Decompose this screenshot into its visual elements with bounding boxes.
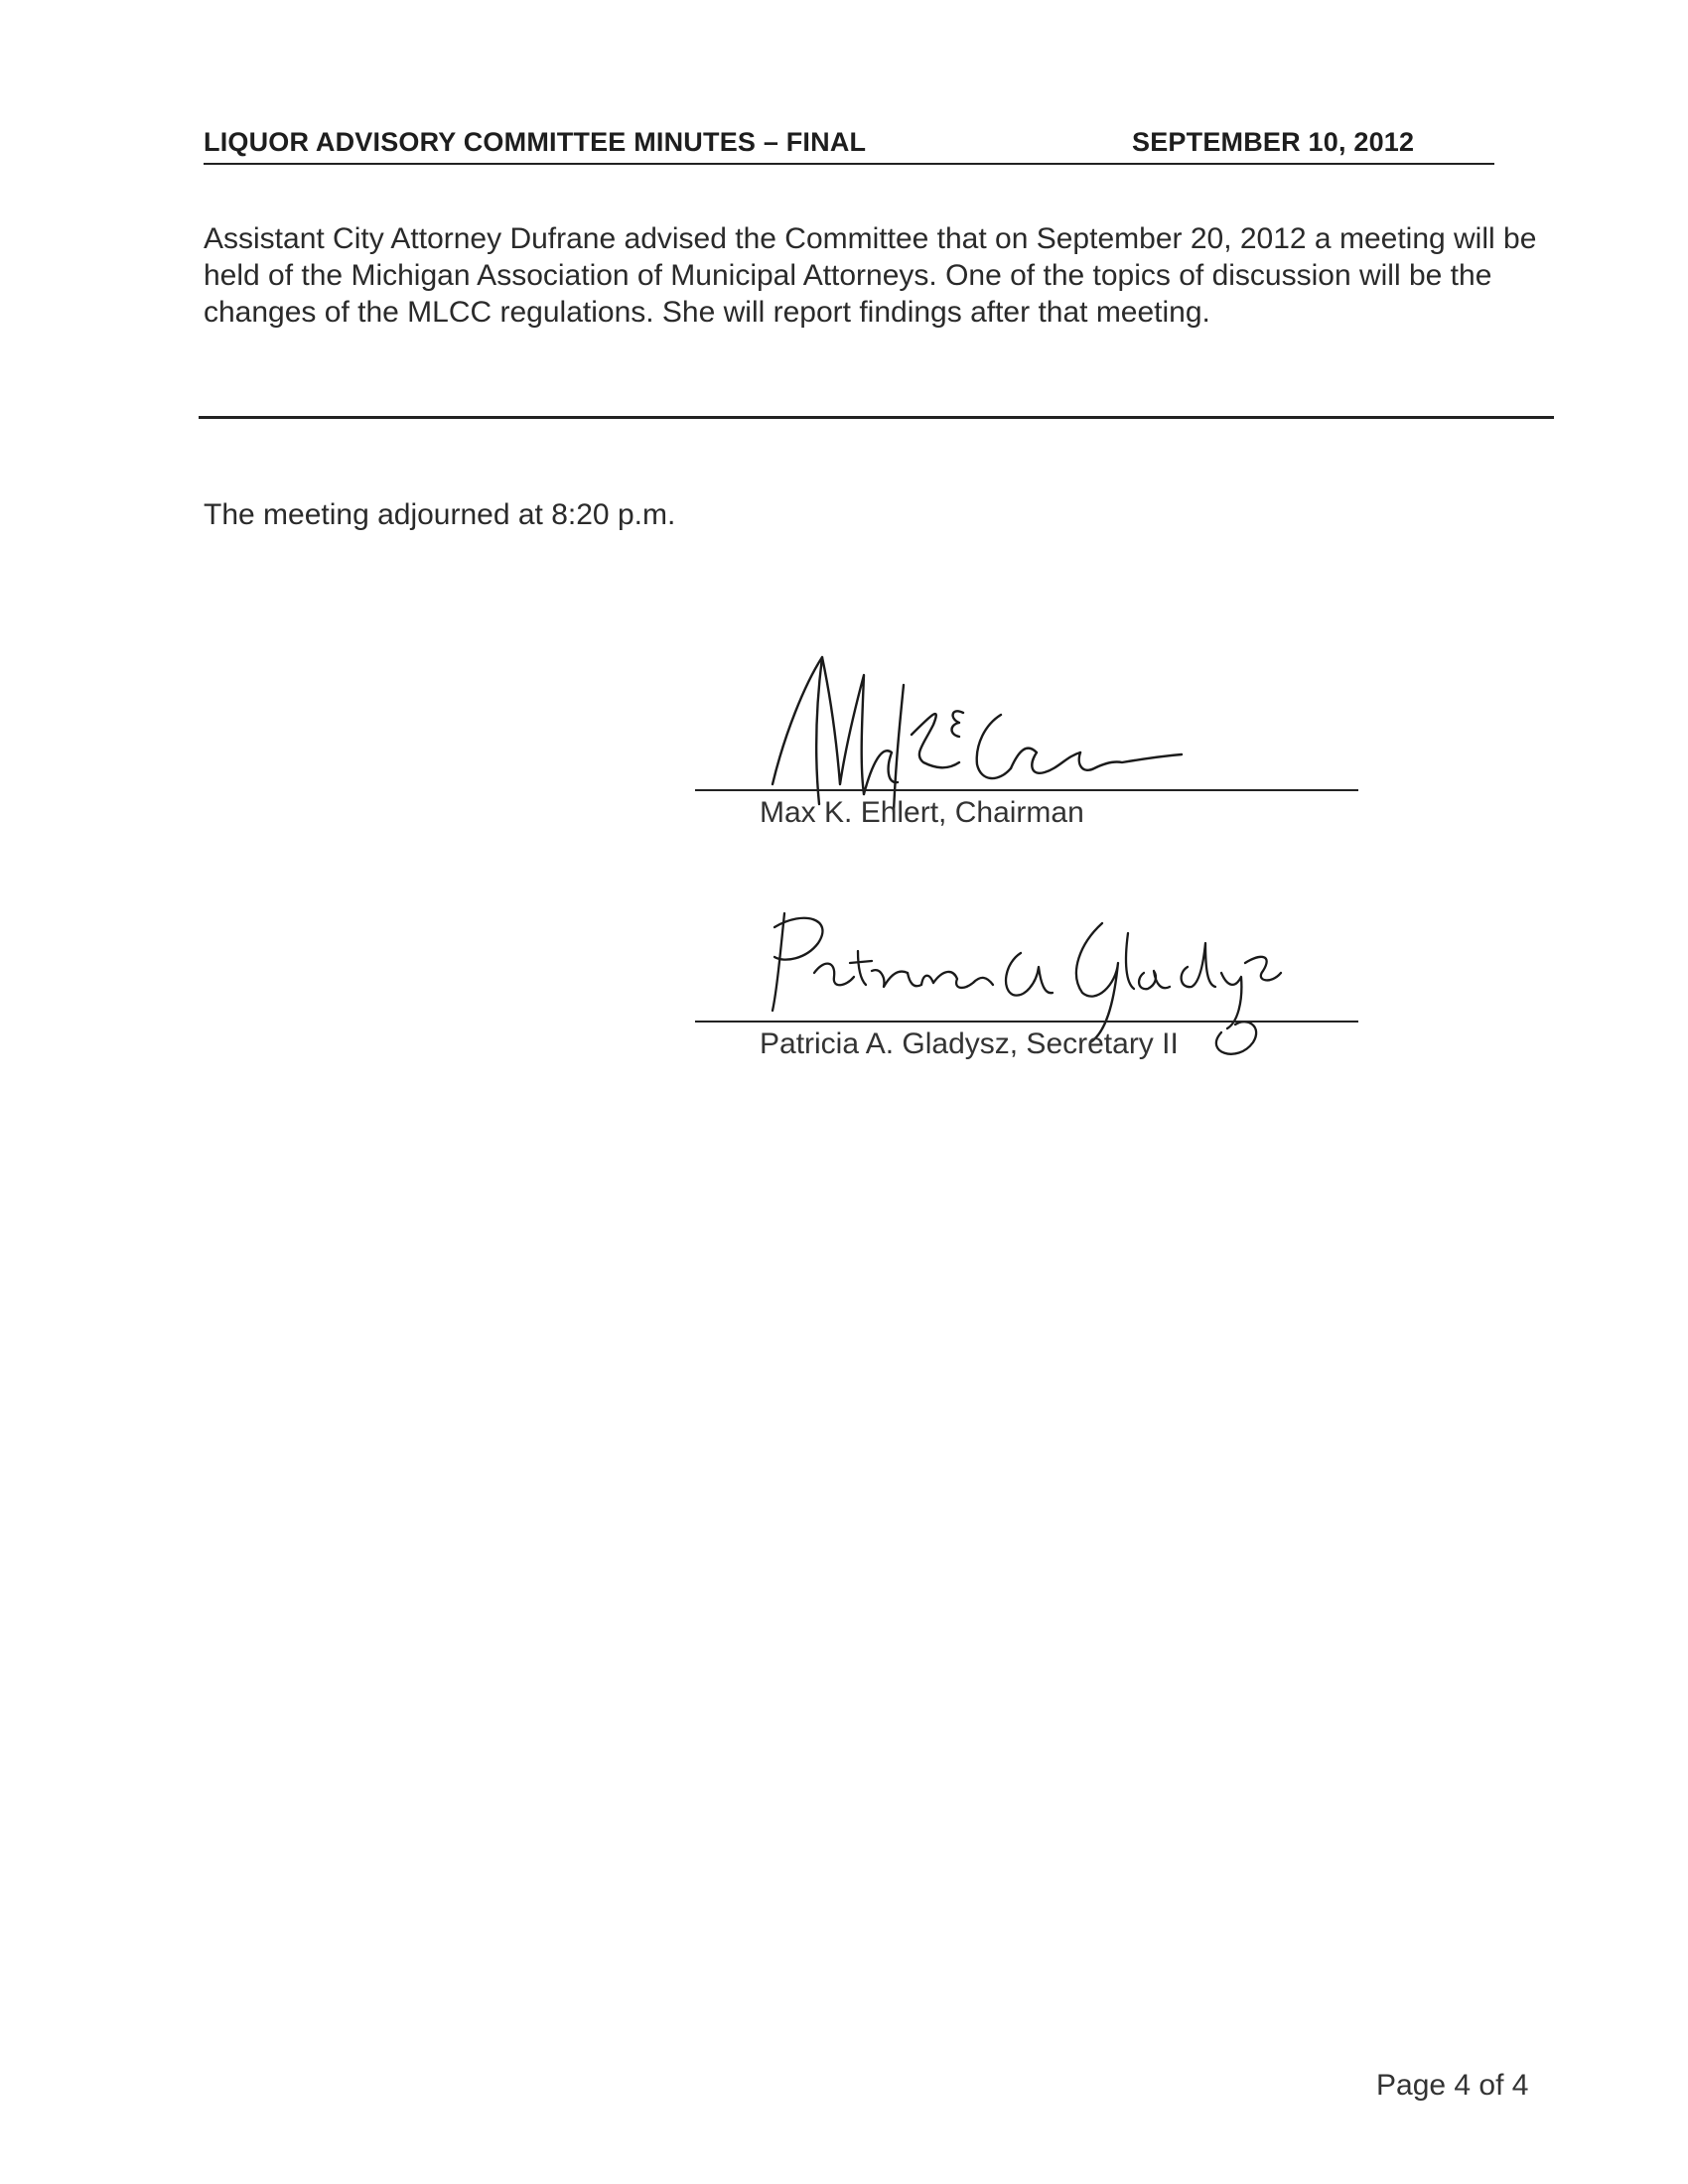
secretary-name: Patricia A. Gladysz, Secretary II — [760, 1027, 1179, 1060]
document-header — [204, 127, 1494, 165]
secretary-signature-block — [695, 893, 1358, 1072]
chairman-signature-block — [695, 645, 1358, 844]
body-paragraph: Assistant City Attorney Dufrane advised the Committee that on September 20, 2012 a meeting will be held of the Michigan Association of Municipal Attorneys. One of the topics of discussion will be the changes of the MLCC regulations. She will report findings after that meeting. — [204, 222, 1537, 329]
chairman-name: Max K. Ehlert, Chairman — [760, 796, 1084, 829]
adjournment-statement: The meeting adjourned at 8:20 p.m. — [204, 498, 676, 531]
meeting-date: SEPTEMBER 10, 2012 — [1132, 127, 1415, 157]
document-title: LIQUOR ADVISORY COMMITTEE MINUTES – FINAL — [204, 127, 867, 157]
secretary-signature-line — [695, 1021, 1358, 1023]
section-divider — [199, 416, 1554, 419]
page-number: Page 4 of 4 — [1376, 2069, 1529, 2102]
chairman-signature-line — [695, 789, 1358, 791]
